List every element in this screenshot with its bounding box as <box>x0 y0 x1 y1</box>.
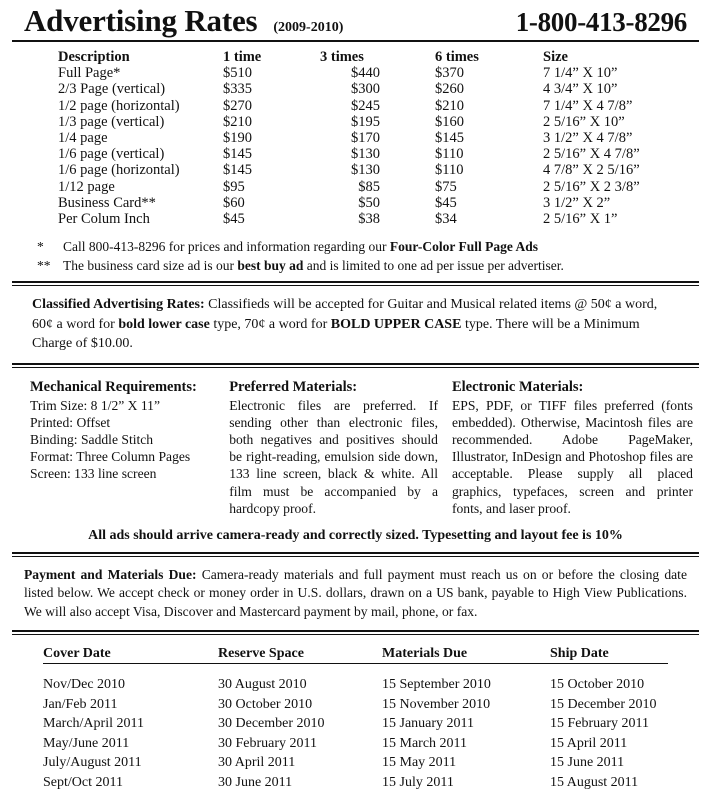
schedule-body <box>10 664 701 792</box>
schedule-cover-date: Jan/Feb 2011 <box>43 696 118 712</box>
mechanical-requirements-body <box>30 397 223 483</box>
rate-1-time: $145 <box>223 146 252 163</box>
schedule-reserve-space: 30 June 2011 <box>218 774 293 790</box>
footnote-marker: ** <box>37 258 51 274</box>
electronic-materials-title: Electronic Materials: <box>451 378 584 395</box>
footnote-text-bold: Four-Color Full Page Ads <box>389 239 539 255</box>
preferred-materials-body: Electronic files are preferred. If sending other than electronic files, both negatives and positives should be right-reading, emulsion side down, 133 line screen, black & white. All film must be accompanied by a hardcopy proof. <box>229 397 438 516</box>
table-row <box>10 195 701 211</box>
table-row <box>10 98 701 114</box>
rate-3-times: $50 <box>358 194 380 211</box>
rate-3-times: $170 <box>351 129 380 146</box>
table-row <box>10 130 701 146</box>
rate-6-times: $110 <box>435 146 464 163</box>
footnote-text <box>63 237 701 256</box>
schedule-ship-date: 15 December 2010 <box>550 696 657 712</box>
table-row <box>10 162 701 178</box>
rate-1-time: $145 <box>223 162 252 179</box>
schedule-reserve-space: 30 February 2011 <box>218 735 318 751</box>
mechanical-line-screen: Screen: 133 line screen <box>30 466 157 482</box>
schedule-reserve-space: 30 August 2010 <box>218 677 307 693</box>
footnote-text-bold: best buy ad <box>237 258 304 274</box>
table-row <box>10 773 701 792</box>
payment-body: Camera-ready materials and full payment must reach us on or before the closing date listed below. We accept check or money order in U.S. dollars, drawn on a US bank, payable to High View Publications. We will also accept Visa, Discover and Mastercard payment by mail, phone, or fax. <box>24 566 687 619</box>
table-row <box>10 179 701 195</box>
table-row <box>10 734 701 754</box>
rate-6-times: $260 <box>435 81 464 98</box>
rate-1-time: $210 <box>223 113 252 130</box>
rate-1-time: $190 <box>223 129 252 146</box>
electronic-materials-column <box>452 378 693 517</box>
rate-description: 1/6 page (vertical) <box>58 146 165 163</box>
schedule-ship-date: 15 April 2011 <box>550 735 628 751</box>
rate-period: (2009-2010) <box>273 20 344 35</box>
rate-size: 2 5/16” X 4 7/8” <box>543 146 640 163</box>
preferred-materials-title: Preferred Materials: <box>229 378 358 395</box>
rate-description: 1/4 page <box>58 129 108 146</box>
schedule-materials-due: 15 September 2010 <box>382 677 491 693</box>
table-row <box>10 675 701 695</box>
rate-1-time: $510 <box>223 65 252 82</box>
schedule-header-row <box>10 645 701 664</box>
schedule-reserve-space: 30 October 2010 <box>218 696 313 712</box>
column-header-description: Description <box>58 49 130 65</box>
mechanical-line-binding: Binding: Saddle Stitch <box>30 431 154 447</box>
rate-3-times: $300 <box>351 81 380 98</box>
table-row <box>10 211 701 227</box>
rate-description: Per Colum Inch <box>58 210 150 227</box>
schedule-cover-date: July/August 2011 <box>43 755 142 771</box>
footnote-text-before: Call 800-413-8296 for prices and information regarding our <box>63 239 390 255</box>
schedule-cover-date: Nov/Dec 2010 <box>43 677 126 693</box>
schedule-ship-date: 15 February 2011 <box>550 716 650 732</box>
classified-part3: type. There will be a Minimum Charge of $10.00. <box>32 316 640 352</box>
footnote-marker: * <box>37 239 44 255</box>
mechanical-line-printed: Printed: Offset <box>30 414 111 430</box>
column-header-3-times: 3 times <box>320 49 364 65</box>
schedule-reserve-space: 30 December 2010 <box>218 716 325 732</box>
rate-1-time: $335 <box>223 81 252 98</box>
rate-size: 2 5/16” X 2 3/8” <box>543 178 640 195</box>
schedule-cover-date: Sept/Oct 2011 <box>43 774 123 790</box>
table-row <box>10 81 701 97</box>
table-row <box>10 65 701 81</box>
classified-part2: type, 70¢ a word for <box>209 316 331 332</box>
rate-6-times: $75 <box>435 178 457 195</box>
footnote-text-after: and is limited to one ad per issue per advertiser. <box>303 258 564 274</box>
specifications-section <box>10 368 701 521</box>
rate-6-times: $34 <box>435 210 457 227</box>
mechanical-requirements-title: Mechanical Requirements: <box>30 378 197 395</box>
rate-size: 3 1/2” X 2” <box>543 194 611 211</box>
electronic-materials-body: EPS, PDF, or TIFF files preferred (fonts embedded). Otherwise, Macintosh files are recommended. Adobe PageMaker, Illustrator, InDesign and Photoshop files are acceptable. Please supply all placed graphics, typefaces, screen and printer fonts, and laser proof. <box>451 397 693 516</box>
classified-part1: Classifieds will be accepted for Guitar and Musical related items @ 50¢ a word, 60¢ a word for <box>32 297 658 332</box>
column-header-6-times: 6 times <box>435 49 479 65</box>
masthead <box>10 0 701 40</box>
deadline-schedule-table <box>10 635 701 792</box>
rate-description: Business Card** <box>58 194 156 211</box>
column-header-cover-date: Cover Date <box>43 646 111 662</box>
schedule-cover-date: March/April 2011 <box>43 716 144 732</box>
rate-size: 4 3/4” X 10” <box>543 81 618 98</box>
rate-description: 1/12 page <box>58 178 115 195</box>
rate-size: 4 7/8” X 2 5/16” <box>543 162 640 179</box>
column-header-ship-date: Ship Date <box>550 646 609 662</box>
rate-size: 7 1/4” X 4 7/8” <box>543 97 633 114</box>
rate-size: 2 5/16” X 1” <box>543 210 618 227</box>
rate-1-time: $270 <box>223 97 252 114</box>
column-header-reserve-space: Reserve Space <box>218 646 304 662</box>
schedule-cover-date: May/June 2011 <box>43 735 130 751</box>
schedule-materials-due: 15 May 2011 <box>382 755 457 771</box>
rate-3-times: $245 <box>351 97 380 114</box>
schedule-ship-date: 15 August 2011 <box>550 774 639 790</box>
rate-6-times: $45 <box>435 194 457 211</box>
schedule-reserve-space: 30 April 2011 <box>218 755 296 771</box>
table-row <box>10 753 701 773</box>
rate-description: 1/2 page (horizontal) <box>58 97 180 114</box>
footnote-text <box>63 256 701 275</box>
table-row <box>10 695 701 715</box>
payment-heading: Payment and Materials Due: <box>24 566 197 582</box>
camera-ready-note: All ads should arrive camera-ready and correctly sized. Typesetting and layout fee is 10% <box>88 527 623 543</box>
rate-description: 1/3 page (vertical) <box>58 113 165 130</box>
rate-6-times: $145 <box>435 129 464 146</box>
schedule-ship-date: 15 October 2010 <box>550 677 645 693</box>
rate-size: 3 1/2” X 4 7/8” <box>543 129 633 146</box>
rate-3-times: $440 <box>351 65 380 82</box>
rate-3-times: $38 <box>358 210 380 227</box>
column-header-materials-due: Materials Due <box>382 646 468 662</box>
rate-footnotes <box>10 229 701 281</box>
rate-1-time: $60 <box>223 194 245 211</box>
page-title: Advertising Rates <box>24 3 258 38</box>
footnote-double-star <box>10 256 701 275</box>
classified-heading: Classified Advertising Rates: <box>32 297 205 313</box>
schedule-materials-due: 15 January 2011 <box>382 716 475 732</box>
preferred-materials-column <box>229 378 452 517</box>
rate-6-times: $110 <box>435 162 464 179</box>
rate-6-times: $370 <box>435 65 464 82</box>
rate-3-times: $130 <box>351 162 380 179</box>
mechanical-requirements-column <box>18 378 229 517</box>
rate-description: 2/3 Page (vertical) <box>58 81 166 98</box>
mechanical-line-trim-size: Trim Size: 8 1/2” X 11” <box>30 397 161 413</box>
table-row <box>10 714 701 734</box>
footnote-single-star <box>10 237 701 256</box>
rate-3-times: $130 <box>351 146 380 163</box>
classified-bold-upper-case: BOLD UPPER CASE <box>330 316 462 332</box>
column-header-size: Size <box>543 49 568 65</box>
rate-3-times: $85 <box>358 178 380 195</box>
rate-size: 2 5/16” X 10” <box>543 113 625 130</box>
column-header-1-time: 1 time <box>223 49 262 65</box>
table-row <box>10 114 701 130</box>
schedule-materials-due: 15 March 2011 <box>382 735 468 751</box>
rate-1-time: $95 <box>223 178 245 195</box>
footnote-text-before: The business card size ad is our <box>63 258 238 274</box>
schedule-materials-due: 15 July 2011 <box>382 774 454 790</box>
phone-number: 1-800-413-8296 <box>515 7 687 37</box>
rate-description: 1/6 page (horizontal) <box>58 162 180 179</box>
rate-6-times: $160 <box>435 113 464 130</box>
mechanical-line-format: Format: Three Column Pages <box>30 449 191 465</box>
classified-rates-section <box>10 286 701 363</box>
rate-table-header-row <box>10 49 701 65</box>
rate-1-time: $45 <box>223 210 245 227</box>
schedule-ship-date: 15 June 2011 <box>550 755 625 771</box>
rate-description: Full Page* <box>58 65 121 82</box>
schedule-materials-due: 15 November 2010 <box>382 696 491 712</box>
rate-table <box>10 42 701 229</box>
rate-size: 7 1/4” X 10” <box>543 65 618 82</box>
table-row <box>10 146 701 162</box>
schedule-header-underline <box>43 663 668 664</box>
rate-3-times: $195 <box>351 113 380 130</box>
payment-section <box>10 557 701 631</box>
rate-6-times: $210 <box>435 97 464 114</box>
classified-bold-lower-case: bold lower case <box>118 316 210 332</box>
